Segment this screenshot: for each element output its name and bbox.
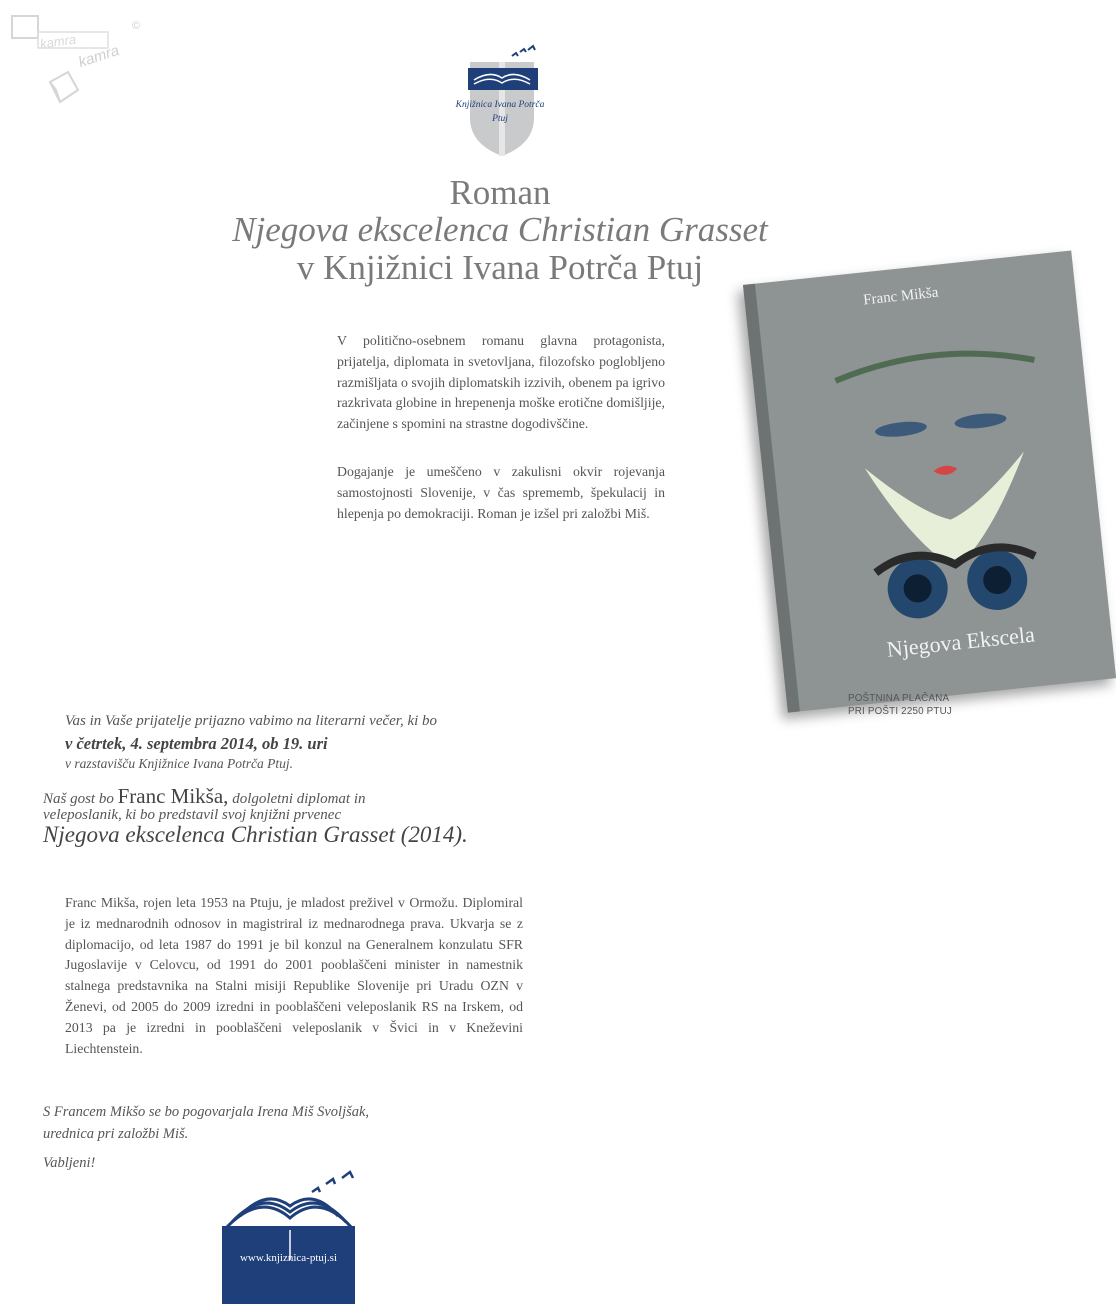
intro-paragraph: Dogajanje je umeščeno v zakulisni okvir rojevanja samostojnosti Slovenije, v čas sprememb, špekulacij in hlepenja po demokraciji. Roman je izšel pri založbi Miš.	[337, 464, 665, 521]
postage-text: POŠTNINA PLAČANA	[848, 693, 950, 704]
book-name: Njegova ekscelenca Christian Grasset (2014).	[43, 822, 468, 847]
guest-line	[43, 784, 366, 809]
book-cover	[735, 255, 1036, 662]
intro-paragraph: V politično-osebnem romanu glavna protagonista, prijatelja, diplomata in svetovljana, filozofsko poglobljeno razmišljata o svojih diplomatskih izzivih, obenem pa igrivo razkrivata globine in hrepenenja moške erotične domišljije, začinjene s spomini na strastne dogodivščine.	[337, 333, 665, 432]
page-title: v Knjižnici Ivana Potrča Ptuj	[296, 248, 704, 287]
postage-text: PRI POŠTI 2250 PTUJ	[848, 706, 952, 717]
event-date: v četrtek, 4. septembra 2014, ob 19. uri	[65, 734, 328, 753]
guest-prefix: Naš gost bo	[43, 791, 114, 807]
watermark-copyright: ©	[132, 20, 141, 32]
footer-logo	[220, 1170, 365, 1304]
watermark-text: kamra	[76, 41, 122, 72]
book-title: Njegova Ekscela	[885, 621, 1036, 662]
website-link[interactable]: www.knjiznica-ptuj.si	[239, 1252, 338, 1264]
closing-line: Vabljeni!	[43, 1155, 96, 1171]
logo-text: Ptuj	[492, 114, 508, 124]
closing-line: urednica pri založbi Miš.	[43, 1126, 189, 1142]
invitation-line: Vas in Vaše prijatelje prijazno vabimo na literarni večer, ki bo	[65, 713, 438, 729]
closing-line: S Francem Mikšo se bo pogovarjala Irena Miš Svoljšak,	[43, 1104, 370, 1120]
author-bio: Franc Mikša, rojen leta 1953 na Ptuju, je mladost preživel v Ormožu. Diplomiral je iz mednarodnih odnosov in magistriral iz mednarodnega prava. Ukvarja se z diplomacijo, od leta 1987 do 1991 je bil konzul na Generalnem konzulatu SFR Jugoslavije v Celovcu, od 1991 do 2001 pooblaščeni minister in namestnik stalnega predstavnika na Stalni misiji Republike Slovenije pri Uradu OZN v Ženevi, od 2005 do 2009 izredni in pooblaščeni veleposlanik RS na Irskem, od 2013 pa je izredni in pooblaščeni veleposlanik v Švici in v Kneževini Liechtenstein.	[65, 895, 523, 1056]
event-place: v razstavišču Knjižnice Ivana Potrča Ptuj.	[65, 756, 293, 771]
book-illustration	[810, 308, 1080, 631]
library-logo	[440, 40, 560, 158]
page-title: Njegova ekscelenca Christian Grasset	[232, 210, 768, 249]
book-author: Franc Mikša	[862, 284, 940, 309]
invitation-line: veleposlanik, ki bo predstavil svoj knjižni prvenec	[43, 807, 342, 823]
guest-suffix: dolgoletni diplomat in	[232, 791, 366, 807]
page-title: Roman	[449, 173, 551, 212]
logo-text: Knjižnica Ivana Potrča	[455, 100, 545, 110]
watermark-text: kamra	[39, 31, 77, 52]
guest-name: Franc Mikša,	[117, 784, 229, 808]
